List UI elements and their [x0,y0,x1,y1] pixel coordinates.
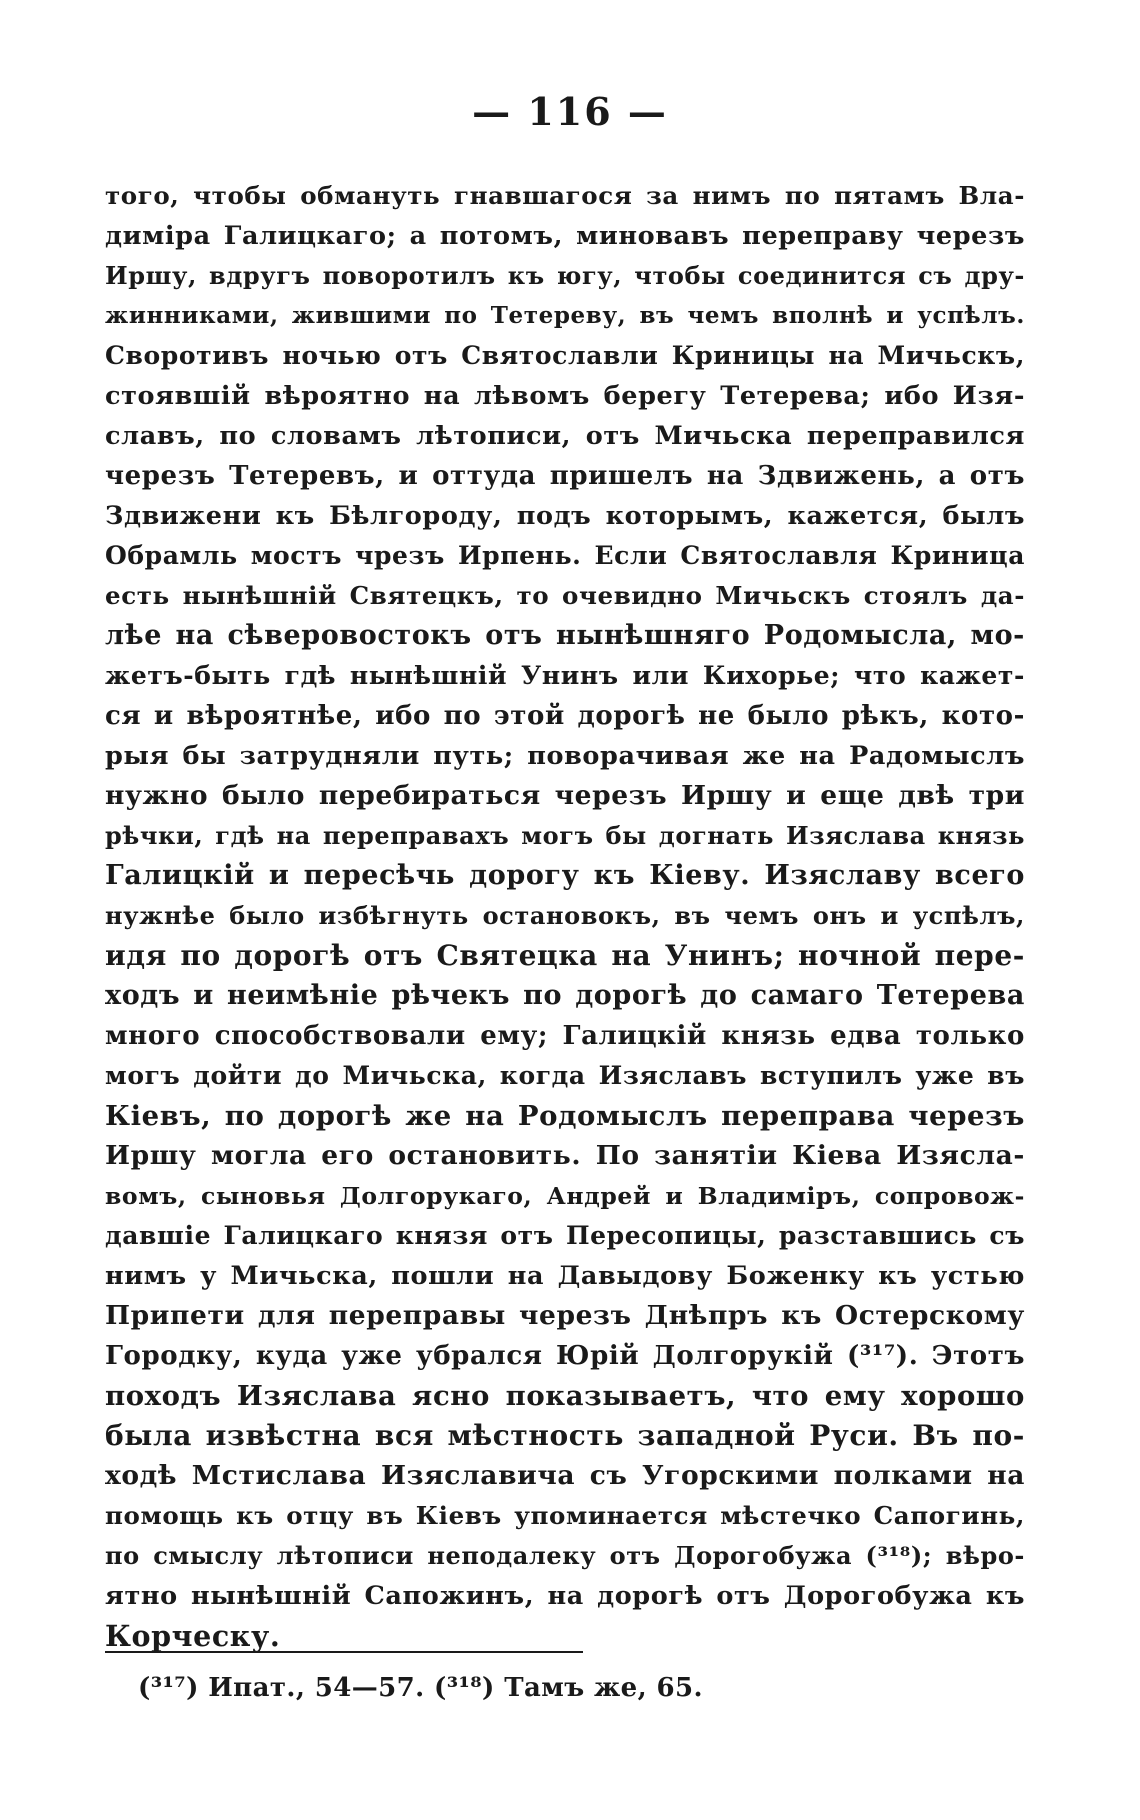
text-line: есть нынѣшній Святецкъ, то очевидно Мичьскъ стоялъ да- [105,581,1025,610]
text-line: Припети для переправы черезъ Днѣпръ къ Остерскому [105,1300,1025,1331]
text-line: рѣчки, гдѣ на переправахъ могъ бы догнать Изяслава князь [105,821,1025,850]
text-line: Городку, куда уже убрался Юрій Долгорукій (³¹⁷). Этотъ [105,1341,1025,1371]
text-line: нужно было перебираться черезъ Иршу и еще двѣ три [105,780,1025,811]
text-line: нужнѣе было избѣгнуть остановокъ, въ чемъ онъ и успѣлъ, [105,901,1025,930]
text-line: жетъ-быть гдѣ нынѣшній Унинъ или Кихорье; что кажет- [105,661,1025,690]
body-text [105,176,1025,1656]
text-line: Здвижени къ Бѣлгороду, подъ которымъ, кажется, былъ [105,501,1025,531]
text-line: была извѣстна вся мѣстность западной Руси. Въ по- [105,1419,1025,1452]
footnote-divider [105,1651,583,1653]
text-line: идя по дорогѣ отъ Святецка на Унинъ; ночной пере- [105,939,1025,972]
text-line: походъ Изяслава ясно показываетъ, что ему хорошо [105,1380,1025,1412]
text-line: ходъ и неимѣніе рѣчекъ по дорогѣ до самаго Тетерева [105,980,1025,1011]
text-line: Кіевъ, по дорогѣ же на Родомыслъ переправа черезъ [105,1100,1025,1132]
text-line: славъ, по словамъ лѣтописи, отъ Мичьска переправился [105,421,1025,451]
text-line: по смыслу лѣтописи неподалеку отъ Дорогобужа (³¹⁸); вѣро- [105,1541,1025,1570]
text-line: давшіе Галицкаго князя отъ Пересопицы, разставшись съ [105,1221,1025,1250]
text-line: Иршу, вдругъ поворотилъ къ югу, чтобы соединится съ дру- [105,261,1025,290]
text-line: Галицкій и пересѣчь дорогу къ Кіеву. Изяславу всего [105,860,1025,891]
text-line: ятно нынѣшній Сапожинъ, на дорогѣ отъ Дорогобужа къ [105,1581,1025,1611]
text-line-last: Корческу. [105,1619,281,1653]
text-line: много способствовали ему; Галицкій князь едва только [105,1021,1025,1051]
text-line: того, чтобы обмануть гнавшагося за нимъ по пятамъ Вла- [105,181,1025,210]
text-line: черезъ Тетеревъ, и оттуда пришелъ на Здвижень, а отъ [105,461,1025,491]
text-line: жинниками, жившими по Тетереву, въ чемъ вполнѣ и успѣлъ. [105,302,1025,329]
text-line: Иршу могла его остановить. По занятіи Кіева Изясла- [105,1140,1025,1171]
footnotes: (³¹⁷) Ипат., 54—57. (³¹⁸) Тамъ же, 65. [138,1673,703,1703]
page-number: — 116 — [472,89,668,134]
text-line: вомъ, сыновья Долгорукаго, Андрей и Владиміръ, сопровож- [105,1182,1025,1210]
text-line: Своротивъ ночью отъ Святославли Криницы на Мичьскъ, [105,341,1025,370]
text-line: рыя бы затрудняли путь; поворачивая же на Радомыслъ [105,741,1025,771]
text-line: ходѣ Мстислава Изяславича съ Угорскими полками на [105,1460,1025,1491]
text-line: Обрамль мостъ чрезъ Ирпень. Если Святославля Криница [105,541,1025,570]
text-line: помощь къ отцу въ Кіевъ упоминается мѣстечко Сапогинь, [105,1501,1025,1530]
text-line: ся и вѣроятнѣе, ибо по этой дорогѣ не было рѣкъ, кото- [105,701,1025,731]
text-line: лѣе на сѣверовостокъ отъ нынѣшняго Родомысла, мо- [105,620,1025,651]
text-line: могъ дойти до Мичьска, когда Изяславъ вступилъ уже въ [105,1061,1025,1090]
text-line: стоявшій вѣроятно на лѣвомъ берегу Тетерева; ибо Изя- [105,381,1025,411]
text-line: нимъ у Мичьска, пошли на Давыдову Боженку къ устью [105,1261,1025,1291]
text-line: диміра Галицкаго; а потомъ, миновавъ переправу черезъ [105,221,1025,251]
